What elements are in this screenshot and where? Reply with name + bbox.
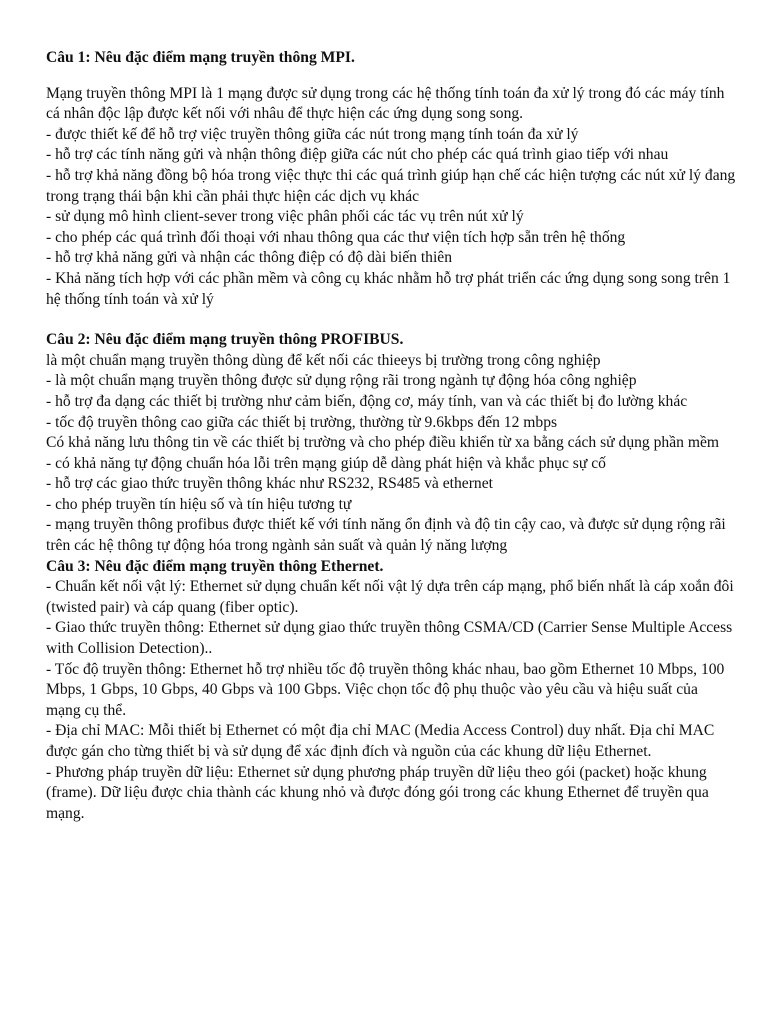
bullet-item: - Địa chỉ MAC: Mỗi thiết bị Ethernet có một địa chỉ MAC (Media Access Control) duy nhất. Địa chỉ MAC được gán cho từng thiết bị và sử dụng để xác định đích và nguồn của các khung dữ liệu Ethernet.: [46, 722, 715, 760]
bullet-item: - có khả năng tự động chuẩn hóa lỗi trên mạng giúp dễ dàng phát hiện và khắc phục sự cố: [46, 454, 606, 472]
paragraph: là một chuẩn mạng truyền thông dùng để kết nối các thieeys bị trường trong công nghiệp: [46, 351, 601, 369]
bullet-item: - Phương pháp truyền dữ liệu: Ethernet sử dụng phương pháp truyền dữ liệu theo gói (packet) hoặc khung (frame). Dữ liệu được chia thành các khung nhỏ và được đóng gói trong các khung Ethernet để truyền qua mạng.: [46, 763, 709, 822]
paragraph: Mạng truyền thông MPI là 1 mạng được sử dụng trong các hệ thống tính toán đa xử lý trong đó các máy tính cá nhân độc lập được kết nối với nhâu để thực hiện các ứng dụng song song.: [46, 84, 725, 123]
bullet-item: - Chuẩn kết nối vật lý: Ethernet sử dụng chuẩn kết nối vật lý dựa trên cáp mạng, phổ biến nhất là cáp xoắn đôi (twisted pair) và cáp quang (fiber optic).: [46, 578, 734, 616]
section-profibus: [46, 330, 736, 557]
bullet-item: - hỗ trợ khả năng gửi và nhận các thông điệp có độ dài biến thiên: [46, 249, 452, 267]
bullet-item: - Giao thức truyền thông: Ethernet sử dụng giao thức truyền thông CSMA/CD (Carrier Sense Multiple Access with Collision Detection)..: [46, 619, 733, 658]
bullet-item: - mạng truyền thông profibus được thiết kế với tính năng ổn định và độ tin cậy cao, và được sử dụng rộng rãi trên các hệ thông tự động hóa trong ngành sản suất và quản lý năng lượng: [46, 516, 726, 555]
bullet-item: - được thiết kế để hỗ trợ việc truyền thông giữa các nút trong mạng tính toán đa xử lý: [46, 125, 579, 143]
bullet-item: - Tốc độ truyền thông: Ethernet hỗ trợ nhiều tốc độ truyền thông khác nhau, bao gồm Ethernet 10 Mbps, 100 Mbps, 1 Gbps, 10 Gbps, 40 Gbps và 100 Gbps. Việc chọn tốc độ phụ thuộc vào yêu cầu và hiệu suất của mạng cụ thể.: [46, 660, 725, 719]
section-heading: Câu 3: Nêu đặc điểm mạng truyền thông Ethernet.: [46, 557, 384, 575]
section-mpi: [46, 48, 736, 310]
section-ethernet: [46, 557, 736, 825]
paragraph: Có khả năng lưu thông tin về các thiết bị trường và cho phép điều khiển từ xa bằng cách sử dụng phần mềm: [46, 434, 720, 452]
bullet-item: - hỗ trợ đa dạng các thiết bị trường như cảm biến, động cơ, máy tính, van và các thiết bị đo lường khác: [46, 392, 688, 410]
bullet-item: - hỗ trợ các giao thức truyền thông khác như RS232, RS485 và ethernet: [46, 475, 493, 493]
bullet-item: - tốc độ truyền thông cao giữa các thiết bị trường, thường từ 9.6kbps đến 12 mbps: [46, 413, 558, 431]
section-heading: Câu 1: Nêu đặc điểm mạng truyền thông MPI.: [46, 49, 355, 66]
bullet-item: - hỗ trợ khả năng đồng bộ hóa trong việc thực thi các quá trình giúp hạn chế các hiện tượng các nút xử lý đang trong trạng thái bận khi cần phải thực hiện các dịch vụ khác: [46, 166, 736, 205]
bullet-item: - là một chuẩn mạng truyền thông được sử dụng rộng rãi trong ngành tự động hóa công nghiệp: [46, 372, 637, 390]
section-heading: Câu 2: Nêu đặc điểm mạng truyền thông PROFIBUS.: [46, 331, 404, 349]
bullet-item: - cho phép các quá trình đối thoại với nhau thông qua các thư viện tích hợp sẵn trên hệ thống: [46, 228, 626, 246]
bullet-item: - sử dụng mô hình client-sever trong việc phân phối các tác vụ trên nút xử lý: [46, 208, 524, 226]
bullet-item: - cho phép truyền tín hiệu số và tín hiệu tương tự: [46, 495, 352, 513]
document-page: [46, 48, 736, 824]
bullet-item: - Khả năng tích hợp với các phần mềm và công cụ khác nhằm hỗ trợ phát triển các ứng dụng song song trên 1 hệ thống tính toán và xử lý: [46, 269, 731, 308]
bullet-item: - hỗ trợ các tính năng gửi và nhận thông điệp giữa các nút cho phép các quá trình giao tiếp với nhau: [46, 146, 669, 164]
